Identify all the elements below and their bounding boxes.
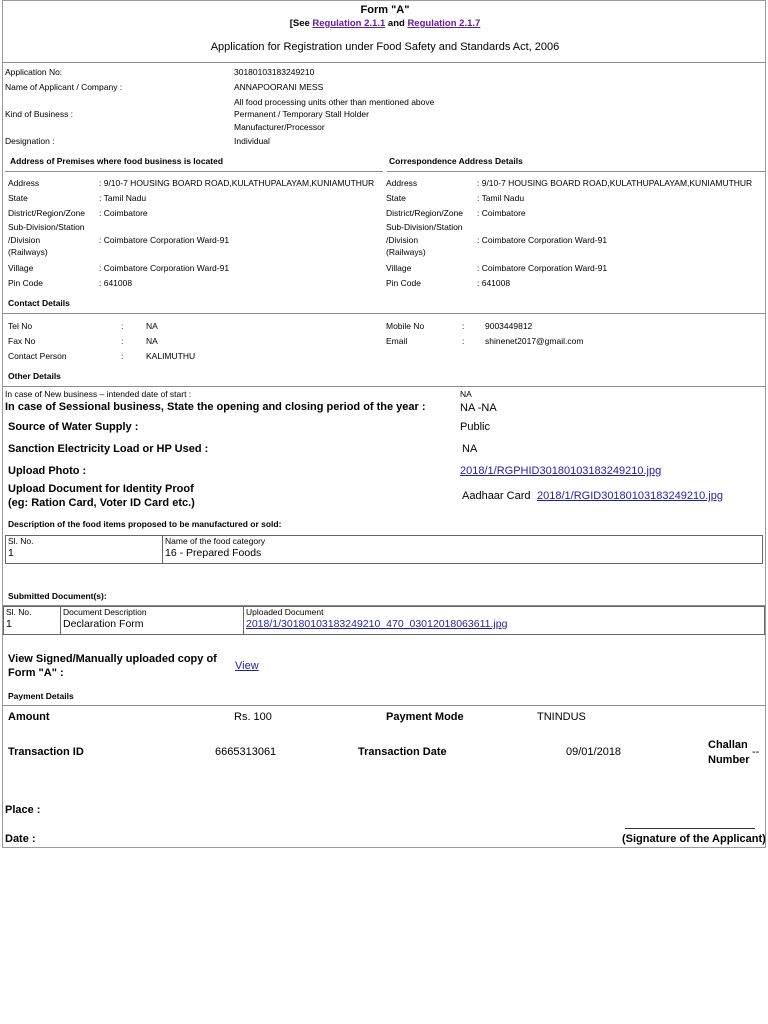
mobile-value: 9003449812 [485,321,533,331]
see-prefix: [See [289,18,310,29]
identity-proof-file-link[interactable]: 2018/1/RGID30180103183249210.jpg [537,490,723,502]
date-label: Date : [5,833,36,845]
mobile-label: Mobile No [386,321,425,331]
seasonal-value: NA -NA [460,402,497,414]
doc-sl-cell [4,607,61,635]
application-no-label: Application No: [5,67,63,77]
business-line-3: Manufacturer/Processor [234,122,325,132]
contact-person-value: KALIMUTHU [146,351,196,361]
divider [5,171,383,172]
new-business-label: In case of New business – intended date of start : [5,389,192,399]
food-category-cell [163,536,763,564]
email-colon: : [462,336,465,346]
amount-value: Rs. 100 [234,711,272,723]
regulation-2-1-7-link[interactable]: Regulation 2.1.7 [407,18,481,29]
seasonal-label: In case of Sessional business, State the opening and closing period of the year : [5,401,426,413]
premises-address-value: : 9/10-7 HOUSING BOARD ROAD,KULATHUPALAYAM,KUNIAMUTHUR [99,178,375,188]
premises-district-value: : Coimbatore [99,208,148,218]
tel-value: NA [146,321,158,331]
form-subtitle: Application for Registration under Food Safety and Standards Act, 2006 [210,41,560,53]
transaction-id-value: 6665313061 [215,746,277,758]
corr-subdiv-label-3: (Railways) [386,247,426,257]
payment-mode-value: TNINDUS [537,711,586,723]
correspondence-heading: Correspondence Address Details [389,156,523,166]
business-line-1: All food processing units other than mentioned above [234,97,435,107]
premises-heading: Address of Premises where food business is located [10,156,224,166]
submitted-documents-heading: Submitted Document(s): [8,591,107,601]
kind-of-business-label: Kind of Business : [5,109,74,119]
doc-file-link[interactable]: 2018/1/30180103183249210_470_03012018063611.jpg [246,618,508,630]
premises-village-value: : Coimbatore Corporation Ward-91 [99,263,230,273]
doc-file-cell [244,607,765,635]
premises-subdiv-value: : Coimbatore Corporation Ward-91 [99,235,230,245]
amount-label: Amount [8,711,50,723]
divider [3,62,765,63]
form-page [2,0,766,848]
fax-value: NA [146,336,158,346]
premises-pin-label: Pin Code [8,278,43,288]
electricity-value: NA [462,443,478,455]
corr-state-label: State [386,193,406,203]
form-title: Form "A" [360,4,410,16]
and-text: and [387,18,405,29]
designation-label: Designation : [5,136,55,146]
regulation-reference [3,18,767,29]
table-row [6,536,763,564]
corr-address-value: : 9/10-7 HOUSING BOARD ROAD,KULATHUPALAYAM,KUNIAMUTHUR [477,178,753,188]
documents-table [3,606,765,635]
premises-district-label: District/Region/Zone [8,208,86,218]
premises-village-label: Village [8,263,34,273]
regulation-2-1-1-link[interactable]: Regulation 2.1.1 [312,18,386,29]
divider [387,171,765,172]
fax-label: Fax No [8,336,36,346]
new-business-value: NA [460,389,472,399]
corr-village-label: Village [386,263,412,273]
food-items-heading: Description of the food items proposed to be manufactured or sold: [8,519,282,529]
signed-copy-label-1: View Signed/Manually uploaded copy of [8,653,217,665]
person-colon: : [121,351,124,361]
doc-desc-cell [61,607,244,635]
challan-value: -- [752,746,760,758]
contact-person-label: Contact Person [8,351,67,361]
email-label: Email [386,336,408,346]
corr-state-value: : Tamil Nadu [477,193,525,203]
business-line-2: Permanent / Temporary Stall Holder [234,109,369,119]
challan-label-1: Challan [708,739,748,751]
identity-proof-label-1: Upload Document for Identity Proof [8,483,194,495]
food-items-table [5,535,763,564]
water-supply-label: Source of Water Supply : [8,421,139,433]
corr-subdiv-label-1: Sub-Division/Station [386,222,463,232]
premises-subdiv-label-1: Sub-Division/Station [8,222,85,232]
premises-subdiv-label-3: (Railways) [8,247,48,257]
corr-district-label: District/Region/Zone [386,208,464,218]
identity-proof-label-2: (eg: Ration Card, Voter ID Card etc.) [8,497,195,509]
payment-heading: Payment Details [8,691,74,701]
doc-file-header: Uploaded Document [246,607,324,617]
corr-village-value: : Coimbatore Corporation Ward-91 [477,263,608,273]
view-signed-copy-link[interactable]: View [235,660,259,672]
premises-address-label: Address [8,178,40,188]
table-row [4,607,765,635]
challan-label-2: Number [708,754,750,766]
email-value: shinenet2017@gmail.com [485,336,584,346]
premises-state-value: : Tamil Nadu [99,193,147,203]
contact-heading: Contact Details [8,298,70,308]
payment-mode-label: Payment Mode [386,711,464,723]
tel-label: Tel No [8,321,33,331]
transaction-id-label: Transaction ID [8,746,84,758]
food-sl-value: 1 [8,547,14,559]
corr-subdiv-value: : Coimbatore Corporation Ward-91 [477,235,608,245]
transaction-date-value: 09/01/2018 [566,746,622,758]
doc-sl-value: 1 [6,618,12,630]
applicant-name-value: ANNAPOORANI MESS [234,82,324,92]
doc-desc-value: Declaration Form [63,618,144,630]
corr-pin-value: : 641008 [477,278,511,288]
corr-pin-label: Pin Code [386,278,421,288]
mobile-colon: : [462,321,465,331]
designation-value: Individual [234,136,270,146]
fax-colon: : [121,336,124,346]
doc-desc-header: Document Description [63,607,147,617]
divider [3,313,765,314]
tel-colon: : [121,321,124,331]
applicant-signature-label: (Signature of the Applicant) [622,833,766,845]
food-sl-header: Sl. No. [8,536,34,546]
premises-state-label: State [8,193,28,203]
signed-copy-label-2: Form "A" : [8,667,64,679]
water-supply-value: Public [460,421,490,433]
food-sl-cell [6,536,163,564]
upload-photo-label: Upload Photo : [8,465,87,477]
electricity-label: Sanction Electricity Load or HP Used : [8,443,209,455]
divider [3,705,765,706]
other-details-heading: Other Details [8,371,61,381]
food-category-header: Name of the food category [165,536,266,546]
signature-line [625,828,755,829]
corr-address-label: Address [386,178,418,188]
corr-subdiv-label-2: /Division [386,235,419,245]
photo-file-link[interactable]: 2018/1/RGPHID30180103183249210.jpg [460,465,662,477]
application-no-value: 30180103183249210 [234,67,315,77]
applicant-name-label: Name of Applicant / Company : [5,82,123,92]
premises-subdiv-label-2: /Division [8,235,41,245]
transaction-date-label: Transaction Date [358,746,447,758]
corr-district-value: : Coimbatore [477,208,526,218]
place-label: Place : [5,804,41,816]
premises-pin-value: : 641008 [99,278,133,288]
food-category-value: 16 - Prepared Foods [165,547,262,559]
doc-sl-header: Sl. No. [6,607,32,617]
divider [3,386,765,387]
identity-proof-type: Aadhaar Card [462,490,531,502]
